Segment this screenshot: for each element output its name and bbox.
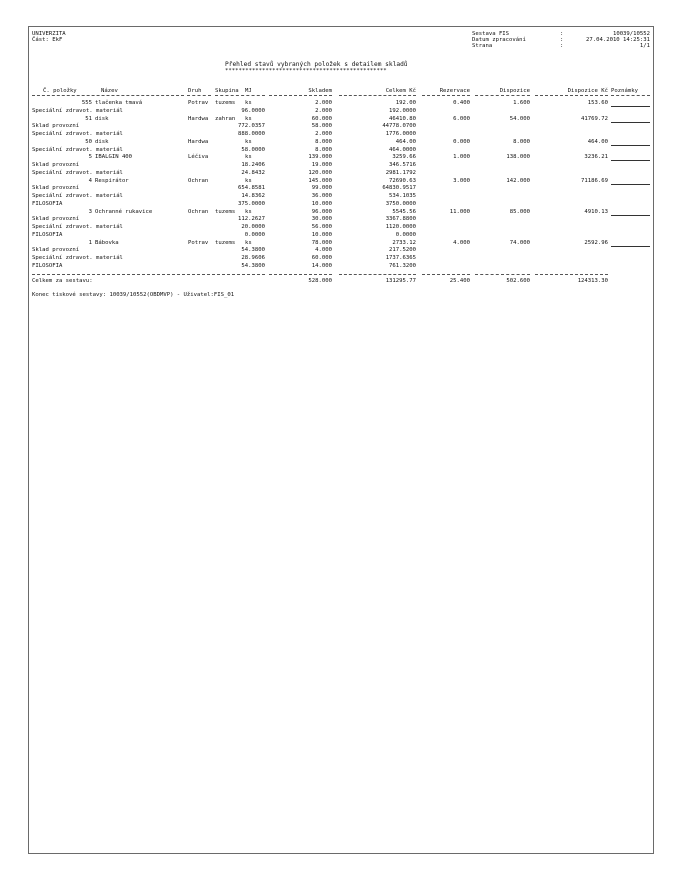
warehouse-total-czk: 3367.8800	[385, 216, 416, 223]
meta-colon: :	[560, 37, 564, 43]
warehouse-total-czk: 217.5200	[389, 247, 416, 254]
meta-label-page: Strana	[472, 43, 493, 49]
warehouse-unit-price: 28.9606	[241, 255, 265, 261]
col-reserve: Rezervace	[439, 88, 470, 94]
meta-report-id: 10039/10552	[612, 31, 650, 37]
header-divider	[215, 95, 265, 96]
item-number: 50	[85, 138, 92, 145]
header-divider	[32, 95, 184, 96]
warehouse-stock: 60.000	[311, 255, 332, 261]
item-type: Hardwa	[188, 138, 209, 145]
title-underline: ************************************************	[225, 68, 387, 74]
item-number: 4	[88, 177, 92, 184]
warehouse-stock: 99.000	[311, 185, 332, 192]
total-divider	[32, 274, 265, 275]
warehouse-stock: 8.000	[315, 146, 332, 153]
warehouse-unit-price: 24.8432	[241, 169, 265, 176]
notes-line	[611, 106, 650, 107]
item-group: tuzems	[215, 239, 236, 246]
item-available: 8.000	[513, 138, 530, 145]
item-unit: ks	[245, 115, 252, 122]
col-type: Druh	[188, 88, 202, 94]
warehouse-unit-price: 888.0000	[238, 131, 265, 137]
item-available: 54.000	[509, 115, 530, 122]
warehouse-stock: 36.000	[311, 193, 332, 199]
item-available-czk: 153.60	[587, 100, 608, 106]
warehouse-total-czk: 1776.0000	[385, 131, 416, 137]
report-page	[28, 26, 654, 854]
item-available-czk: 4910.13	[584, 208, 608, 215]
header-divider	[475, 95, 530, 96]
item-name: disk	[95, 115, 109, 122]
warehouse-total-czk: 64830.9517	[382, 185, 416, 192]
item-stock: 2.000	[315, 100, 332, 106]
item-unit: ks	[245, 100, 252, 106]
item-group: tuzems	[215, 100, 236, 106]
item-type: Ochran	[188, 208, 209, 215]
warehouse-unit-price: 96.0000	[241, 107, 265, 114]
header-divider	[535, 95, 608, 96]
warehouse-unit-price: 0.0000	[244, 231, 265, 238]
warehouse-total-czk: 534.1035	[389, 193, 416, 199]
item-stock: 60.000	[311, 115, 332, 122]
notes-line	[611, 184, 650, 185]
item-name: disk	[95, 138, 109, 145]
item-reserve: 1.000	[453, 154, 470, 161]
item-type: Léčiva	[188, 154, 209, 161]
notes-line	[611, 246, 650, 247]
warehouse-unit-price: 20.0000	[241, 224, 265, 230]
item-total-czk: 464.00	[395, 138, 416, 145]
notes-line	[611, 160, 650, 161]
warehouse-total-czk: 346.5716	[389, 162, 416, 168]
item-reserve: 3.000	[453, 177, 470, 184]
item-name: Respirátor	[95, 177, 129, 184]
header-divider	[422, 95, 470, 96]
warehouse-total-czk: 761.3200	[389, 262, 416, 269]
meta-label-date: Datum zpracování	[472, 37, 526, 43]
warehouse-total-czk: 44778.0700	[382, 123, 416, 130]
item-available: 1.600	[513, 100, 530, 106]
warehouse-stock: 19.000	[311, 162, 332, 168]
item-reserve: 0.000	[453, 138, 470, 145]
col-total: Celkem Kč	[385, 88, 416, 94]
warehouse-name: FILOSOFIA	[32, 262, 63, 269]
warehouse-total-czk: 1120.0000	[385, 224, 416, 230]
warehouse-stock: 120.000	[308, 169, 332, 176]
header-divider	[339, 95, 416, 96]
notes-line	[611, 145, 650, 146]
col-notes: Poznámky	[611, 88, 638, 94]
warehouse-total-czk: 3750.0000	[385, 200, 416, 207]
warehouse-total-czk: 0.0000	[395, 231, 416, 238]
item-stock: 139.000	[308, 154, 332, 161]
item-total-czk: 3259.66	[392, 154, 416, 161]
col-stock: Skladem	[308, 88, 332, 94]
warehouse-stock: 2.000	[315, 107, 332, 114]
warehouse-name: Speciální zdravot. materiál	[32, 255, 123, 261]
item-total-czk: 46410.80	[389, 115, 416, 122]
item-stock: 78.000	[311, 239, 332, 246]
item-unit: ks	[245, 208, 252, 215]
col-available: Dispozice	[499, 88, 530, 94]
col-group: Skupina	[215, 88, 239, 94]
item-available: 85.000	[509, 208, 530, 215]
col-available-czk: Dispozice Kč	[567, 88, 608, 94]
item-available-czk: 71186.69	[581, 177, 608, 184]
warehouse-stock: 14.000	[311, 262, 332, 269]
item-number: 51	[85, 115, 92, 122]
warehouse-total-czk: 464.0000	[389, 146, 416, 153]
warehouse-stock: 10.000	[311, 231, 332, 238]
warehouse-name: Speciální zdravot. materiál	[32, 193, 123, 199]
warehouse-stock: 10.000	[311, 200, 332, 207]
item-unit: ks	[245, 138, 252, 145]
item-group: tuzems	[215, 208, 236, 215]
item-available-czk: 41769.72	[581, 115, 608, 122]
warehouse-name: Sklad provozní	[32, 185, 80, 192]
item-available: 74.000	[509, 239, 530, 246]
meta-colon: :	[560, 31, 564, 37]
total-divider	[422, 274, 470, 275]
item-name: Ochranné rukavice	[95, 208, 153, 215]
item-reserve: 0.400	[453, 100, 470, 106]
meta-label-report: Sestava FIS	[472, 31, 510, 37]
warehouse-stock: 58.000	[311, 123, 332, 130]
col-name: Název	[101, 88, 118, 94]
item-available: 142.000	[506, 177, 530, 184]
header-divider	[269, 95, 332, 96]
item-unit: ks	[245, 239, 252, 246]
notes-line	[611, 215, 650, 216]
item-total-czk: 72690.63	[389, 177, 416, 184]
item-group: zahran	[215, 115, 236, 122]
warehouse-unit-price: 14.8362	[241, 193, 265, 199]
item-number: 1	[88, 239, 92, 246]
meta-colon: :	[560, 43, 564, 49]
item-total-czk: 192.00	[395, 100, 416, 106]
warehouse-name: Speciální zdravot. materiál	[32, 107, 123, 114]
warehouse-name: Speciální zdravot. materiál	[32, 146, 123, 153]
item-type: Hardwa	[188, 115, 209, 122]
warehouse-name: Speciální zdravot. materiál	[32, 224, 123, 230]
item-total-czk: 2733.12	[392, 239, 416, 246]
warehouse-total-czk: 2981.1792	[385, 169, 416, 176]
meta-date: 27.04.2010 14:25:31	[586, 37, 650, 43]
warehouse-unit-price: 18.2406	[241, 162, 265, 168]
org-name: UNIVERZITA	[32, 31, 66, 37]
meta-page: 1/1	[639, 43, 650, 49]
warehouse-unit-price: 375.0000	[238, 200, 265, 207]
total-reserve: 25.400	[449, 278, 470, 284]
item-available: 138.000	[506, 154, 530, 161]
col-unit: MJ	[245, 88, 252, 94]
warehouse-name: Sklad provozní	[32, 162, 80, 168]
total-divider	[269, 274, 332, 275]
warehouse-name: FILOSOFIA	[32, 231, 63, 238]
item-type: Potrav	[188, 100, 209, 106]
warehouse-unit-price: 772.0357	[238, 123, 265, 130]
warehouse-stock: 4.000	[315, 247, 332, 254]
warehouse-stock: 56.000	[311, 224, 332, 230]
warehouse-unit-price: 112.2627	[238, 216, 265, 223]
item-number: 555	[81, 100, 92, 106]
item-total-czk: 5545.56	[392, 208, 416, 215]
warehouse-total-czk: 1737.6365	[385, 255, 416, 261]
notes-line	[611, 122, 650, 123]
item-stock: 8.000	[315, 138, 332, 145]
warehouse-name: Sklad provozní	[32, 216, 80, 223]
total-available: 502.600	[506, 278, 530, 284]
warehouse-stock: 30.000	[311, 216, 332, 223]
item-number: 5	[88, 154, 92, 161]
item-available-czk: 3236.21	[584, 154, 608, 161]
item-unit: ks	[245, 154, 252, 161]
total-divider	[535, 274, 608, 275]
item-unit: ks	[245, 177, 252, 184]
warehouse-total-czk: 192.0000	[389, 107, 416, 114]
warehouse-unit-price: 58.0000	[241, 146, 265, 153]
item-type: Ochran	[188, 177, 209, 184]
item-name: IBALGIN 400	[95, 154, 133, 161]
total-divider	[339, 274, 416, 275]
warehouse-unit-price: 654.8581	[238, 185, 265, 192]
item-type: Potrav	[188, 239, 209, 246]
col-number: Č. položky	[43, 88, 77, 94]
warehouse-name: Speciální zdravot. materiál	[32, 131, 123, 137]
item-name: tlačenka tmavá	[95, 100, 143, 106]
item-reserve: 6.000	[453, 115, 470, 122]
warehouse-unit-price: 54.3800	[241, 262, 265, 269]
org-part: Část: EkF	[32, 37, 63, 43]
item-reserve: 4.000	[453, 239, 470, 246]
warehouse-name: Sklad provozní	[32, 247, 80, 254]
total-available-czk: 124313.30	[577, 278, 608, 284]
item-reserve: 11.000	[449, 208, 470, 215]
item-stock: 145.000	[308, 177, 332, 184]
total-czk: 131295.77	[385, 278, 416, 284]
header-divider	[611, 95, 650, 96]
total-divider	[475, 274, 530, 275]
warehouse-stock: 2.000	[315, 131, 332, 137]
warehouse-name: Speciální zdravot. materiál	[32, 169, 123, 176]
item-name: Bábovka	[95, 239, 119, 246]
item-stock: 96.000	[311, 208, 332, 215]
warehouse-unit-price: 54.3800	[241, 247, 265, 254]
item-available-czk: 464.00	[587, 138, 608, 145]
total-stock: 528.000	[308, 278, 332, 284]
item-available-czk: 2592.96	[584, 239, 608, 246]
report-footer: Konec tiskové sestavy: 10039/10552(OBDMVP) - Uživatel:FIS_01	[32, 292, 235, 298]
warehouse-name: FILOSOFIA	[32, 200, 63, 207]
item-number: 3	[88, 208, 92, 215]
total-label: Celkem za sestavu:	[32, 278, 93, 284]
report-title: Přehled stavů vybraných položek s detailem skladů	[225, 61, 408, 68]
warehouse-name: Sklad provozní	[32, 123, 80, 130]
header-divider	[187, 95, 211, 96]
